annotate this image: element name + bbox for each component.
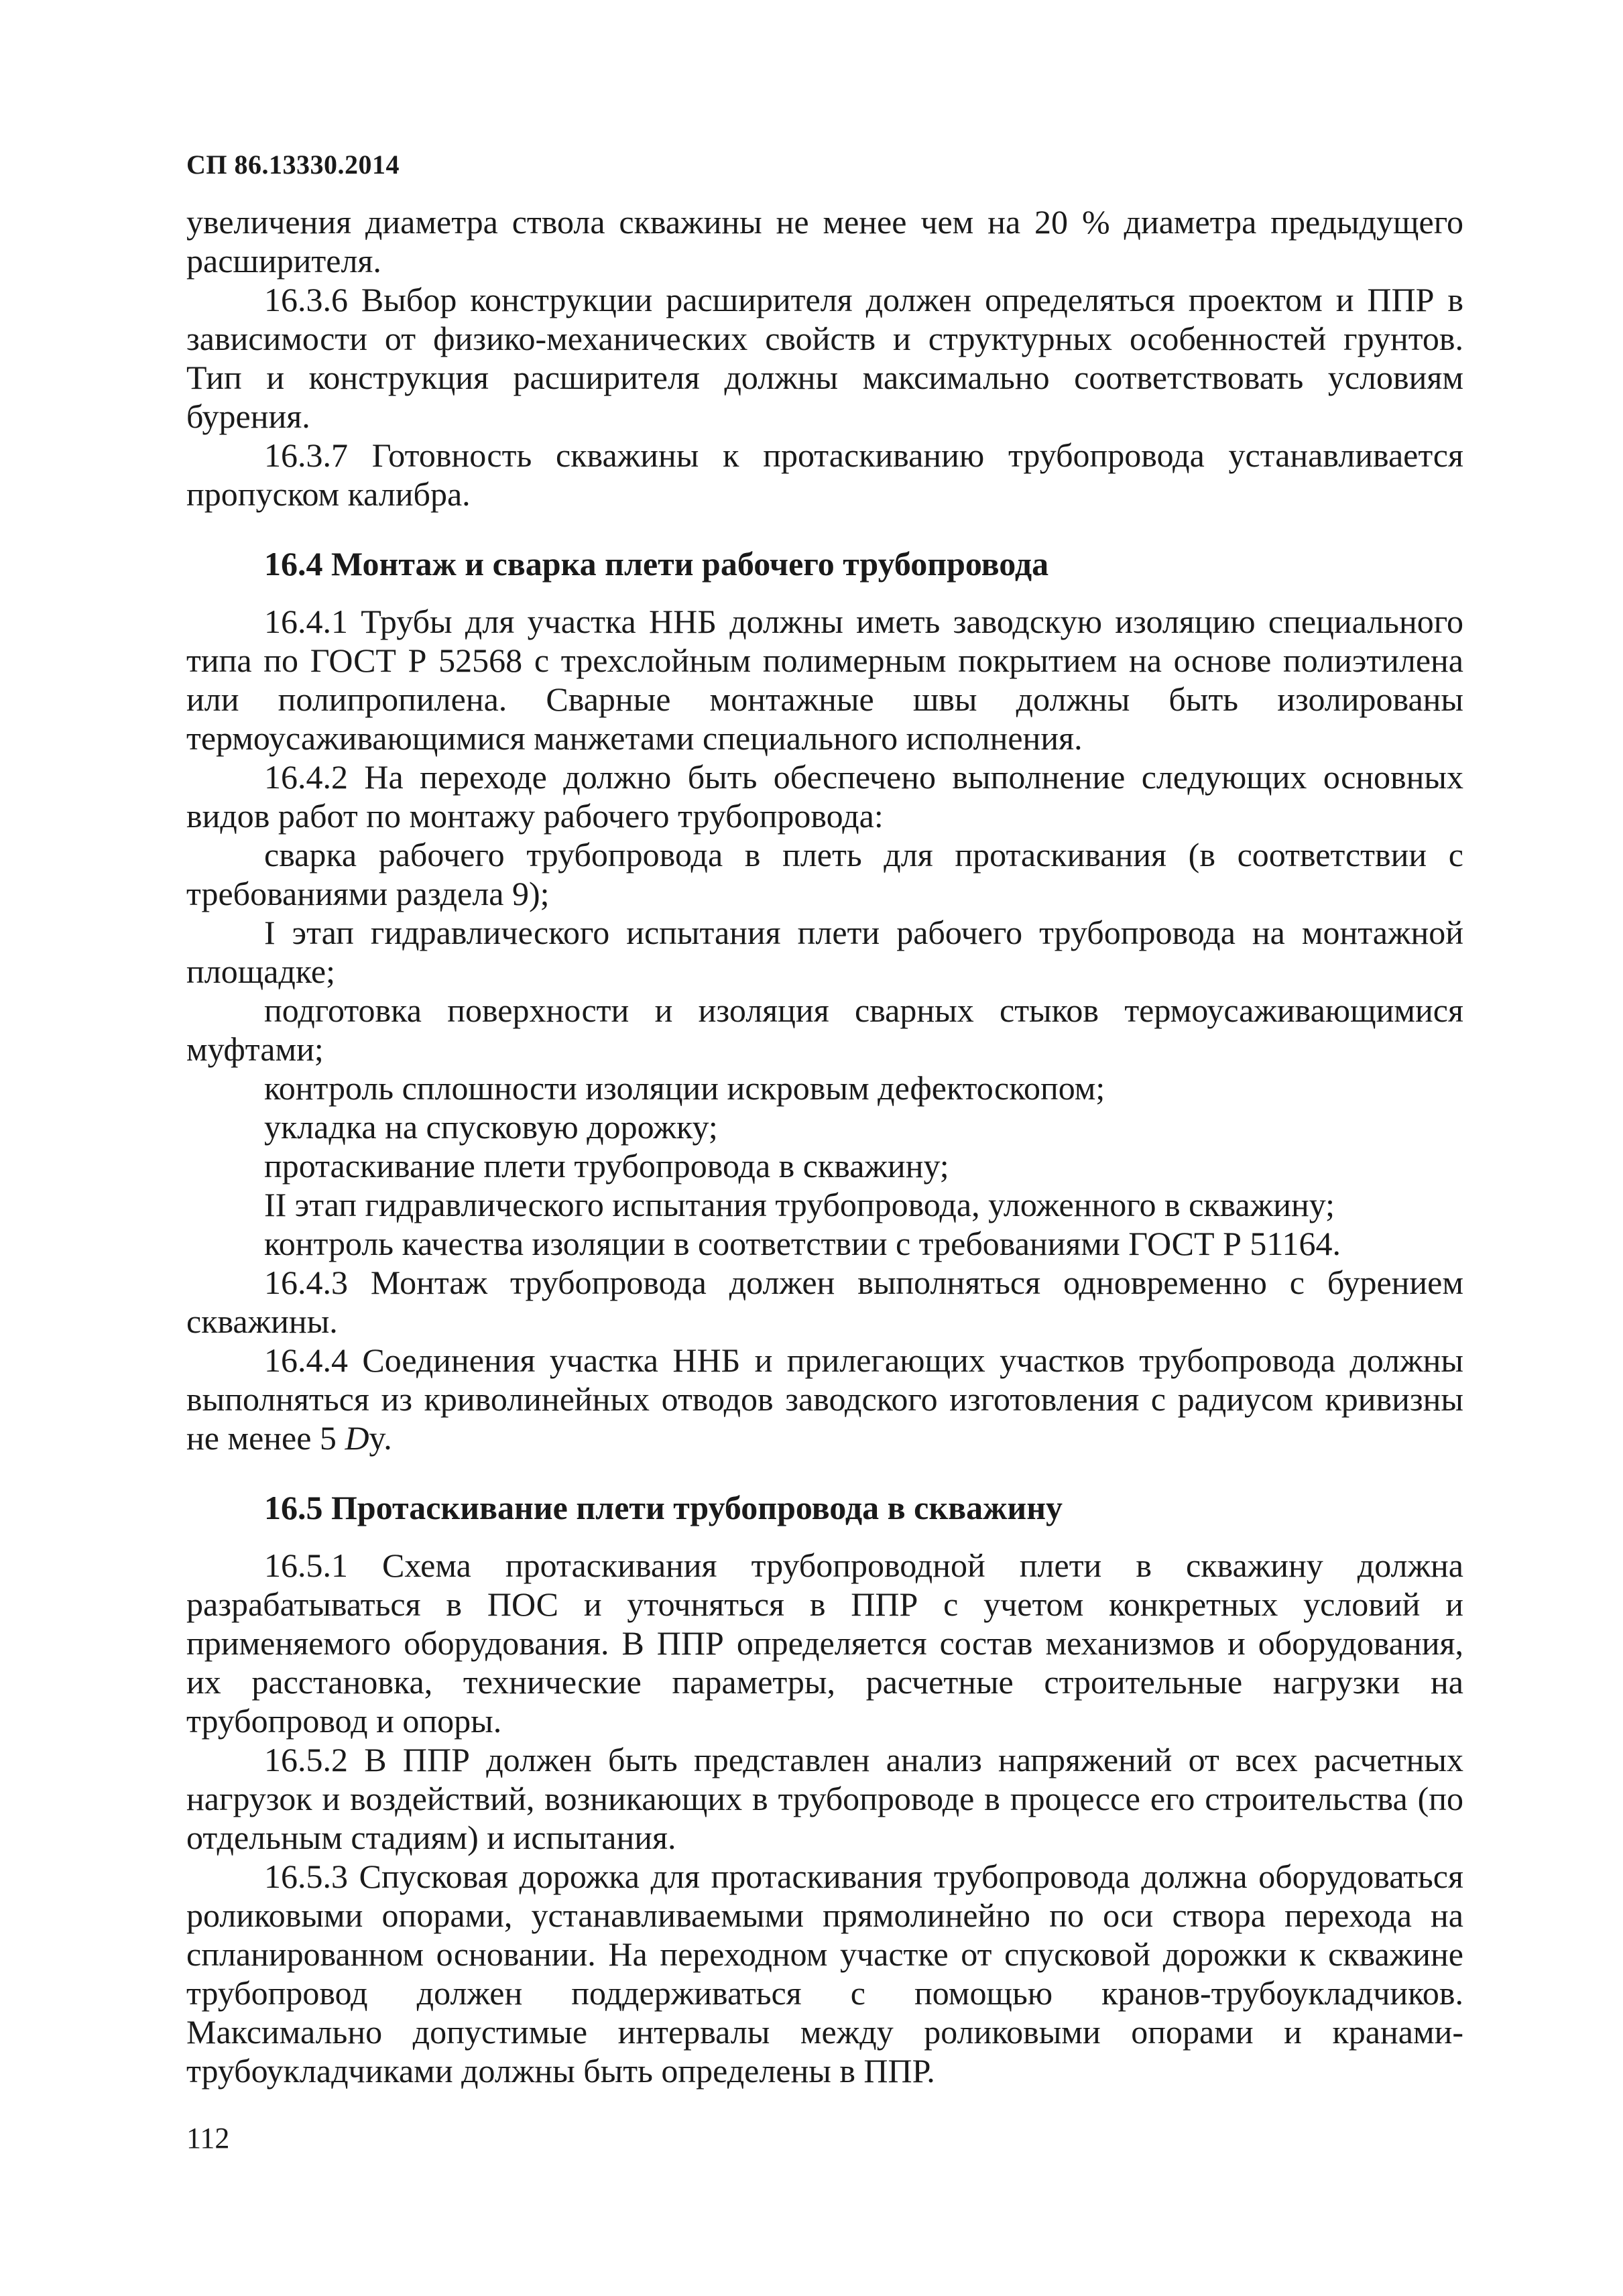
list-item: I этап гидравлического испытания плети рабочего трубопровода на монтажной площадке; xyxy=(186,914,1463,990)
list-item: подготовка поверхности и изоляция сварных стыков термоусаживающимися муфтами; xyxy=(186,991,1463,1068)
list-item: протаскивание плети трубопровода в скважину; xyxy=(264,1147,949,1185)
page-number: 112 xyxy=(186,2122,230,2155)
diameter-symbol: D xyxy=(345,1419,369,1457)
paragraph-16-3-6: 16.3.6 Выбор конструкции расширителя должен определяться проектом и ППР в зависимости от физико-механических свойств и структурных особенностей грунтов. Тип и конструкция расширителя должны максимально соответствовать условиям бурения. xyxy=(186,281,1463,435)
paragraph-16-4-4 xyxy=(186,1341,1463,1457)
paragraph-16-5-1: 16.5.1 Схема протаскивания трубопроводной плети в скважину должна разрабатываться в ПОС и уточняться в ППР с учетом конкретных условий и применяемого оборудования. В ППР определяется состав механизмов и оборудования, их расстановка, технические параметры, расчетные строительные нагрузки на трубопровод и опоры. xyxy=(186,1547,1463,1740)
diameter-subscript: y. xyxy=(369,1419,392,1457)
paragraph-16-5-2: 16.5.2 В ППР должен быть представлен анализ напряжений от всех расчетных нагрузок и воздействий, возникающих в трубопроводе в процессе его строительства (по отдельным стадиям) и испытания. xyxy=(186,1741,1463,1856)
list-item: сварка рабочего трубопровода в плеть для протаскивания (в соответствии с требованиями раздела 9); xyxy=(186,836,1463,912)
list-item: контроль качества изоляции в соответствии с требованиями ГОСТ Р 51164. xyxy=(264,1225,1341,1262)
list-item: II этап гидравлического испытания трубопровода, уложенного в скважину; xyxy=(264,1186,1335,1223)
list-item: укладка на спусковую дорожку; xyxy=(264,1108,718,1146)
paragraph-16-3-7: 16.3.7 Готовность скважины к протаскиванию трубопровода устанавливается пропуском калибра. xyxy=(186,436,1463,513)
paragraph-continuation: увеличения диаметра ствола скважины не менее чем на 20 % диаметра предыдущего расширителя. xyxy=(186,203,1463,280)
paragraph-16-4-1: 16.4.1 Трубы для участка ННБ должны иметь заводскую изоляцию специального типа по ГОСТ Р 52568 с трехслойным полимерным покрытием на основе полиэтилена или полипропилена. Сварные монтажные швы должны быть изолированы термоусаживающимися манжетами специального исполнения. xyxy=(186,603,1463,757)
section-heading-16-5: 16.5 Протаскивание плети трубопровода в скважину xyxy=(264,1489,1063,1526)
paragraph-16-4-2: 16.4.2 На переходе должно быть обеспечено выполнение следующих основных видов работ по монтажу рабочего трубопровода: xyxy=(186,758,1463,835)
paragraph-16-4-4-text: 16.4.4 Соединения участка ННБ и прилегающих участков трубопровода должны выполняться из криволинейных отводов заводского изготовления с радиусом кривизны не менее 5 xyxy=(186,1341,1463,1457)
section-heading-16-4: 16.4 Монтаж и сварка плети рабочего трубопровода xyxy=(264,545,1049,583)
list-item: контроль сплошности изоляции искровым дефектоскопом; xyxy=(264,1069,1105,1107)
paragraph-16-4-3: 16.4.3 Монтаж трубопровода должен выполняться одновременно с бурением скважины. xyxy=(186,1264,1463,1340)
paragraph-16-5-3: 16.5.3 Спусковая дорожка для протаскивания трубопровода должна оборудоваться роликовыми опорами, устанавливаемыми прямолинейно по оси створа перехода на спланированном основании. На переходном участке от спусковой дорожки к скважине трубопровод должен поддерживаться с помощью кранов-трубоукладчиков. Максимально допустимые интервалы между роликовыми опорами и кранами-трубоукладчиками должны быть определены в ППР. xyxy=(186,1858,1463,2090)
document-code-header: СП 86.13330.2014 xyxy=(186,149,400,180)
document-body xyxy=(186,202,1463,2090)
